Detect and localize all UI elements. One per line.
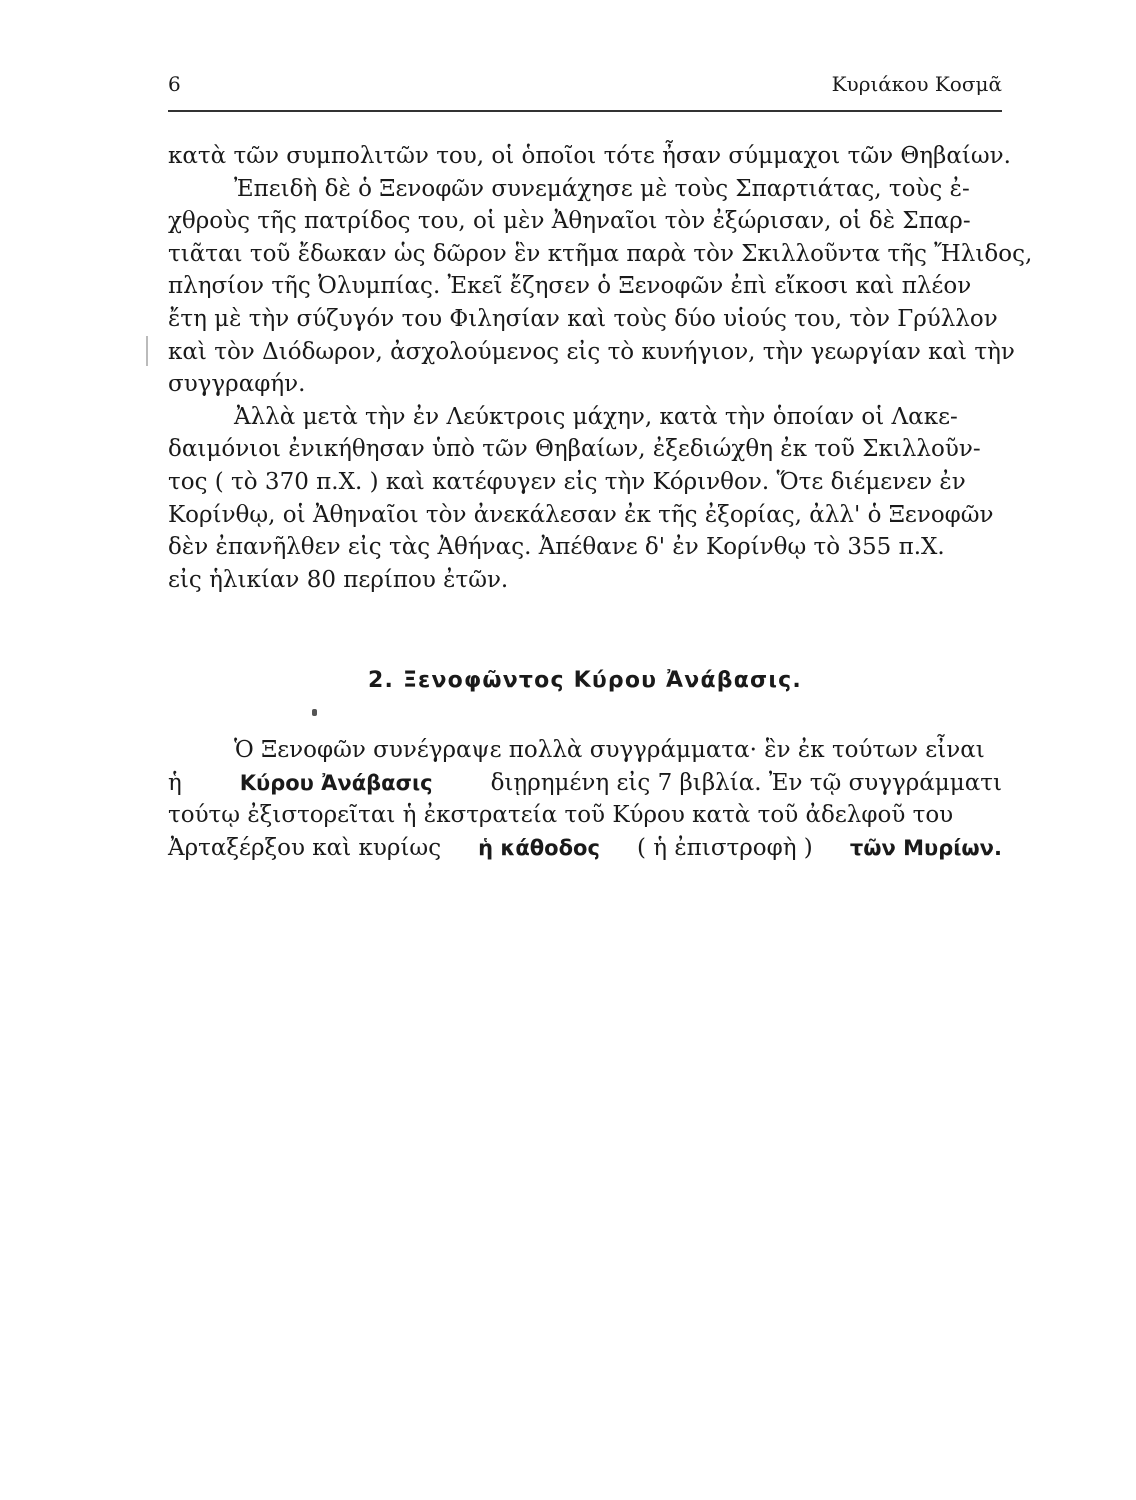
header-rule (168, 110, 1002, 112)
bold-title: Κύρου Ἀνάβασις (239, 770, 433, 795)
text-segment: ἡ (168, 769, 182, 796)
text-line: ἔτη μὲ τὴν σύζυγόν του Φιλησίαν καὶ τοὺς δύο υἱούς του, τὸν Γρύλλον (168, 305, 998, 332)
text-line: συγγραφήν. (168, 371, 306, 398)
text-line: Κορίνθῳ, οἱ Ἀθηναῖοι τὸν ἀνεκάλεσαν ἐκ τῆς ἐξορίας, ἀλλ' ὁ Ξενοφῶν (168, 501, 994, 528)
text-line (168, 832, 1002, 865)
page-header (168, 72, 1002, 96)
text-line: Ἀλλὰ μετὰ τὴν ἐν Λεύκτροις μάχην, κατὰ τὴν ὁποίαν οἱ Λακε- (234, 403, 958, 430)
text-segment: Ἀρταξέρξου καὶ κυρίως (168, 834, 442, 861)
text-line: δὲν ἐπανῆλθεν εἰς τὰς Ἀθήνας. Ἀπέθανε δ' ἐν Κορίνθῳ τὸ 355 π.Χ. (168, 534, 945, 561)
text-line: Ὁ Ξενοφῶν συνέγραψε πολλὰ συγγράμματα· ἓν ἐκ τούτων εἶναι (234, 737, 985, 763)
text-line: εἰς ἡλικίαν 80 περίπου ἐτῶν. (168, 566, 509, 593)
running-title: Κυριάκου Κοσμᾶ (831, 72, 1002, 96)
text-line: πλησίον τῆς Ὀλυμπίας. Ἐκεῖ ἔζησεν ὁ Ξενοφῶν ἐπὶ εἴκοσι καὶ πλέον (168, 273, 972, 300)
text-segment: ( ἡ ἐπιστροφὴ ) (636, 834, 813, 861)
margin-mark (146, 336, 148, 366)
page-number: 6 (168, 72, 181, 96)
main-text (168, 140, 1033, 596)
text-line: καὶ τὸν Διόδωρον, ἀσχολούμενος εἰς τὸ κυνήγιον, τὴν γεωργίαν καὶ τὴν (168, 338, 1015, 365)
text-line: τούτῳ ἐξιστορεῖται ἡ ἐκστρατεία τοῦ Κύρου κατὰ τοῦ ἀδελφοῦ του (168, 802, 954, 829)
text-line: τος ( τὸ 370 π.Χ. ) καὶ κατέφυγεν εἰς τὴν Κόρινθον. Ὅτε διέμενεν ἐν (168, 468, 966, 495)
section-text (168, 734, 1002, 864)
text-line: χθροὺς τῆς πατρίδος του, οἱ μὲν Ἀθηναῖοι τὸν ἐξώρισαν, οἱ δὲ Σπαρ- (168, 208, 971, 235)
text-line: κατὰ τῶν συμπολιτῶν του, οἱ ὁποῖοι τότε ἦσαν σύμμαχοι τῶν Θηβαίων. (168, 143, 1011, 169)
text-line: δαιμόνιοι ἐνικήθησαν ὑπὸ τῶν Θηβαίων, ἐξεδιώχθη ἐκ τοῦ Σκιλλοῦν- (168, 436, 981, 463)
ink-speck (312, 709, 317, 716)
text-segment: διῃρημένη εἰς 7 βιβλία. Ἐν τῷ συγγράμματι (490, 769, 1002, 796)
text-line: τιᾶται τοῦ ἔδωκαν ὡς δῶρον ἓν κτῆμα παρὰ τὸν Σκιλλοῦντα τῆς Ἤλιδος, (168, 240, 1033, 267)
text-line: Ἐπειδὴ δὲ ὁ Ξενοφῶν συνεμάχησε μὲ τοὺς Σπαρτιάτας, τοὺς ἐ- (234, 175, 970, 202)
bold-term: τῶν Μυρίων. (849, 835, 1002, 860)
text-line (168, 767, 1002, 800)
section-heading: 2. Ξενοφῶντος Κύρου Ἀνάβασις. (368, 668, 802, 693)
bold-term: ἡ κάθοδος (478, 835, 600, 860)
